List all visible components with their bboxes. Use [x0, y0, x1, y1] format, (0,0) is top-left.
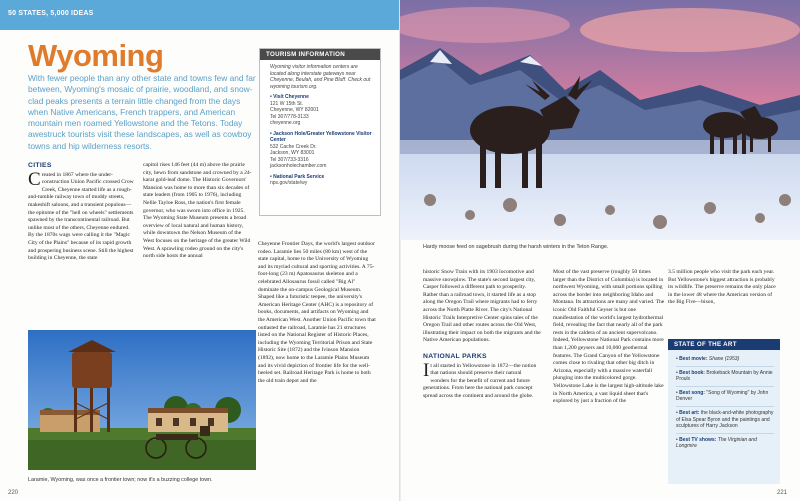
text-column-4	[423, 269, 541, 484]
tourism-entry-line: Cheyenne, WY 82001	[270, 107, 319, 113]
art-item-value: Brokeback Mountain by Annie Proulx	[676, 369, 773, 383]
moose-photo-image	[400, 0, 800, 240]
text-column-1	[28, 162, 136, 322]
art-item: • Best art: the black-and-white photography of Elsa Spear Byron and the paintings and sculptures of Harry Jackson	[676, 407, 774, 434]
tourism-entry-line: Tel 307/778-3133	[270, 113, 309, 120]
drop-cap: C	[28, 168, 41, 190]
body-text: reated in 1867 where the under-construction Union Pacific crossed Crow Creek, Cheyenne started life as a rough-and-tumble railway town of muddy streets, makeshift saloons, and a transient populous—the epitome of the "hell on wheels" settlements spawned by the transcontinental railroad. But unlike most of the others, Cheyenne endured. By the 1870s wags were calling it the "Magic City of the Plains" because of its rapid growth and prospering business scene. Still the highest building in Cheyenne, the state	[28, 171, 134, 262]
art-item: • Best movie: Shane (1953)	[676, 353, 774, 367]
page-number-right: 221	[777, 490, 788, 496]
art-item-label: Best movie:	[679, 356, 708, 362]
tourism-entry-name: • National Park Service	[270, 173, 325, 180]
art-item-label: Best TV shows:	[679, 436, 717, 443]
tourism-entry-name: • Jackson Hole/Greater Yellowstone Visitor Center	[270, 130, 372, 143]
text-column-6	[668, 269, 780, 337]
tourism-entry-line: cheyenne.org	[270, 120, 301, 126]
tourism-entry-line: jacksonholechamber.com	[270, 163, 327, 169]
state-of-the-art-box	[668, 339, 780, 484]
laramie-train-photo	[28, 330, 256, 470]
page-title: Wyoming	[28, 38, 164, 73]
body-text: historic Snow Train with its 1903 locomotive and massive snowplow. The state's second largest city, Casper followed a different path to prosperity. Rather than a railroad town, it started life as a stop along the Oregon Trail where migrants had to ferry across the North Platte River. The city's National Historic Trails Interpretive Center spins tales of the Oregon Trail and other routes across the Old West, illustrating their impact on both the migrants and the Native American populations.	[423, 269, 541, 344]
art-item-label: Best song:	[679, 389, 705, 396]
text-column-5	[553, 269, 665, 484]
drop-cap: I	[423, 359, 430, 381]
art-item: • Best book: Brokeback Mountain by Annie Proulx	[676, 367, 774, 387]
tourism-entry-line: nps.gov/state/wy	[270, 180, 308, 186]
art-item-value: the black-and-white photography of Elsa Spear Byron and the paintings and sculptures of Harry Jackson	[676, 409, 774, 430]
section-heading-parks: NATIONAL PARKS	[423, 352, 487, 360]
train-photo-caption: Laramie, Wyoming, was once a frontier town; now it's a buzzing college town.	[28, 477, 213, 483]
body-text: t all started in Yellowstone in 1872—the notion that nations should preserve their natural wonders for the benefit of current and future generations. From here the national park concept spread across the continent and around the globe.	[423, 362, 537, 399]
train-photo-image	[28, 330, 256, 470]
body-text: 3.5 million people who visit the park each year. But Yellowstone's biggest attraction is probably its wildlife. The preserve remains the only place in the lower 48 where the American version of the Big Five—bison,	[668, 269, 776, 306]
body-text: capitol rises 146 feet (44 m) above the prairie city, hewn from sandstone and crowned by a 24-karat gold-leaf dome. The Historic Governors' Mansion was home to more than six decades of state leaders (from 1905 to 1976), including Nellie Tayloe Ross, the nation's first female governor, who was sworn into office in 1925. The Wyoming State Museum presents a broad overview of local natural and human history, while downtown the Nelson Museum of the West focuses on the heritage of the greater Wild West. A sprawling rodeo ground on the city's north side hosts the annual	[143, 162, 252, 260]
tourism-entry-line: Jackson, WY 83001	[270, 150, 315, 156]
art-item-value: "Song of Wyoming" by John Denver	[676, 389, 769, 403]
tourism-entry-line: 121 W 15th St.	[270, 100, 304, 107]
text-column-3	[258, 241, 376, 486]
tourism-intro: Wyoming visitor information centers are located along interstate gateways near Cheyenne, Beulah, and Pine Bluff. Check out wyoming tourism.org.	[270, 64, 371, 90]
art-item-value: The Virginian and Longmire	[676, 436, 757, 450]
tourism-info-box	[259, 48, 381, 216]
art-item-value: Shane (1953)	[708, 356, 740, 362]
art-item: • Best TV shows: The Virginian and Longmire	[676, 436, 757, 450]
intro-paragraph: With fewer people than any other state and towns few and far between, Wyoming's mosaic of prairie, woodland, and snow-clad peaks presents a terrain little changed from the days when Native Americans, French trappers, and American mountain men roamed Yellowstone and the Tetons. Today awestruck tourists visit these landscapes, as well as cowboy towns and hip wilderness resorts.	[28, 73, 256, 151]
section-heading-cities: CITIES	[28, 162, 52, 169]
tourism-entry-name: • Visit Cheyenne	[270, 94, 309, 100]
moose-photo	[400, 0, 800, 240]
art-item-label: Best book:	[679, 369, 705, 376]
tourism-heading: TOURISM INFORMATION	[260, 49, 380, 60]
body-text: Most of the vast preserve (roughly 50 times larger than the District of Columbia) is located in northwest Wyoming, with small portions spilling across the border into neighboring Idaho and Montana. Its attractions are many and varied. The iconic Old Faithful Geyser is but one manifestation of the world's largest hydrothermal field, revealing the fact that nearly all of the park rests in the caldera of an ancient supervolcano. Indeed, Yellowstone National Park contains more than 1,200 geysers and 10,000 geothermal features. The Grand Canyon of the Yellowstone comes close to rivaling that other big ditch in Arizona, especially with a massive waterfall plunging into the multicolored gorge. Yellowstone Lake is the largest high-altitude lake in North America, a vast liquid sheet that's explored by just a fraction of the	[553, 269, 665, 405]
moose-photo-caption: Hardy moose feed on sagebrush during the harsh winters in the Teton Range.	[423, 244, 609, 250]
page-number-left: 220	[8, 490, 19, 496]
series-title: 50 STATES, 5,000 IDEAS	[8, 10, 94, 17]
art-item-label: Best art:	[679, 409, 700, 416]
tourism-entry-line: 532 Cache Creek Dr.	[270, 143, 317, 150]
tourism-entry-line: Tel 307/733-3316	[270, 156, 309, 163]
state-of-the-art-heading: STATE OF THE ART	[668, 339, 780, 350]
body-text: Cheyenne Frontier Days, the world's largest outdoor rodeo. Laramie lies 50 miles (80 km) west of the state capital, home to the University of Wyoming and its myriad cultural and sporting activities. A 75-foot-long (23 m) Apatosaurus skeleton and a celebrated Allosaurus fossil called "Big Al" dominate the on-campus Geological Museum. Shaped like a futuristic teepee, the university's American Heritage Center (AHC) is a repository of books, documents, and artifacts on Wyoming and the American West. Another Union Pacific town that outlasted the railroad, Laramie has 21 structures listed on the National Register of Historic Places, including the Wyoming Territorial Prison and State Historic Site (1872) and the Ivinson Mansion (1892), now home to the Laramie Plains Museum and its vivid depiction of frontier life for the well-heeled set. Railroad Heritage Park is home to both the old train depot and the	[258, 241, 376, 384]
art-item: • Best song: "Song of Wyoming" by John Denver	[676, 387, 774, 407]
text-column-2	[143, 162, 253, 322]
